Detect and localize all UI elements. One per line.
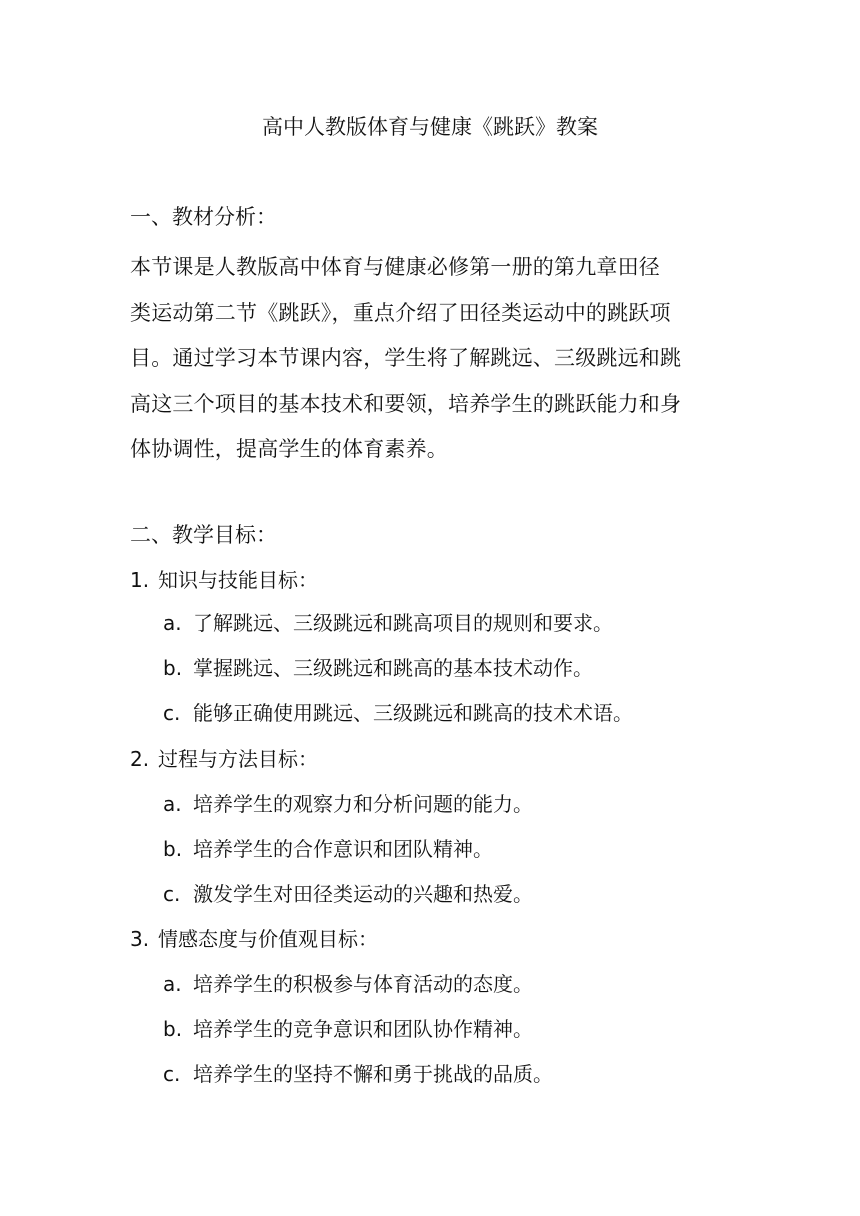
- goal-item: [163, 789, 533, 819]
- item-text: 激发学生对田径类运动的兴趣和热爱。: [193, 882, 533, 906]
- section-heading-objectives: 二、教学目标：: [130, 523, 277, 547]
- item-text: 掌握跳远、三级跳远和跳高的基本技术动作。: [193, 656, 593, 680]
- goal-label: 知识与技能目标：: [158, 568, 318, 592]
- item-letter: a.: [163, 792, 182, 816]
- section-heading-materials: 一、教材分析：: [130, 205, 277, 229]
- goal-number: 2.: [130, 747, 150, 771]
- goal-number: 1.: [130, 568, 150, 592]
- goal-heading-knowledge: [130, 565, 318, 595]
- item-text: 培养学生的竞争意识和团队协作精神。: [193, 1017, 533, 1041]
- item-text: 能够正确使用跳远、三级跳远和跳高的技术术语。: [193, 701, 633, 725]
- goal-item: [163, 879, 533, 909]
- paragraph-line: 高这三个项目的基本技术和要领，培养学生的跳跃能力和身: [130, 391, 682, 416]
- item-text: 了解跳远、三级跳远和跳高项目的规则和要求。: [193, 611, 613, 635]
- item-letter: a.: [163, 972, 182, 996]
- goal-number: 3.: [130, 927, 150, 951]
- item-letter: a.: [163, 611, 182, 635]
- materials-paragraph: [130, 245, 740, 473]
- goal-label: 过程与方法目标：: [158, 747, 318, 771]
- item-letter: b.: [163, 1017, 183, 1041]
- goal-heading-process: [130, 744, 318, 774]
- item-letter: c.: [163, 701, 181, 725]
- item-text: 培养学生的积极参与体育活动的态度。: [193, 972, 533, 996]
- goal-item: [163, 1059, 553, 1089]
- goal-item: [163, 834, 493, 864]
- item-letter: b.: [163, 837, 183, 861]
- goal-item: [163, 698, 633, 728]
- item-text: 培养学生的合作意识和团队精神。: [193, 837, 493, 861]
- paragraph-line: 类运动第二节《跳跃》，重点介绍了田径类运动中的跳跃项: [130, 300, 671, 325]
- goal-item: [163, 1014, 533, 1044]
- document-title: 高中人教版体育与健康《跳跃》教案: [262, 115, 598, 139]
- item-letter: c.: [163, 1062, 181, 1086]
- item-text: 培养学生的观察力和分析问题的能力。: [193, 792, 533, 816]
- goal-label: 情感态度与价值观目标：: [158, 927, 378, 951]
- item-text: 培养学生的坚持不懈和勇于挑战的品质。: [193, 1062, 553, 1086]
- paragraph-line: 本节课是人教版高中体育与健康必修第一册的第九章田径: [130, 255, 660, 279]
- goal-heading-attitude: [130, 924, 378, 954]
- item-letter: c.: [163, 882, 181, 906]
- paragraph-line: 目。通过学习本节课内容，学生将了解跳远、三级跳远和跳: [130, 346, 682, 370]
- item-letter: b.: [163, 656, 183, 680]
- goal-item: [163, 969, 533, 999]
- paragraph-line: 体协调性，提高学生的体育素养。: [130, 437, 448, 461]
- goal-item: [163, 653, 593, 683]
- goal-item: [163, 608, 613, 638]
